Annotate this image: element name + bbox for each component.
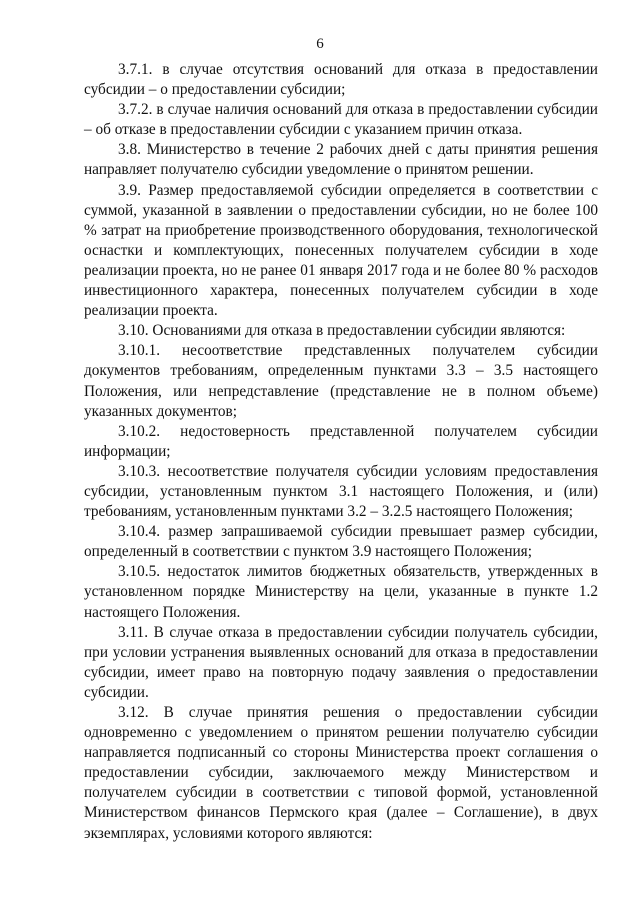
paragraph-3-10-5: 3.10.5. недостаток лимитов бюджетных обязательств, утвержденных в установленном порядке Министерству на цели, указанные в пункте 1.2 настоящего Положения.	[84, 563, 598, 621]
paragraph-3-7-1: 3.7.1. в случае отсутствия оснований для отказа в предоставлении субсидии – о предоставлении субсидии;	[84, 61, 598, 99]
paragraph-3-10-3: 3.10.3. несоответствие получателя субсидии условиям предоставления субсидии, установленным пунктом 3.1 настоящего Положения, и (или) требованиям, установленным пунктами 3.2 – 3.2.5 настоящего Положения;	[84, 462, 598, 521]
paragraph-3-10: 3.10. Основаниями для отказа в предоставлении субсидии являются:	[118, 322, 566, 340]
paragraph-3-10-1: 3.10.1. несоответствие представленных получателем субсидии документов требованиям, определенным пунктами 3.3 – 3.5 настоящего Положения, или непредставление (представление не в полном объеме) указанных документов;	[84, 342, 598, 420]
paragraph-3-8: 3.8. Министерство в течение 2 рабочих дней с даты принятия решения направляет получателю субсидии уведомление о принятом решении.	[84, 141, 598, 179]
paragraph-3-12: 3.12. В случае принятия решения о предоставлении субсидии одновременно с уведомлением о принятом решении получателю субсидии направляется подписанный со стороны Министерства проект соглашения о предоставлении субсидии, заключаемого между Министерством и получателем субсидии в соответствии с типовой формой, установленной Министерством финансов Пермского края (далее – Соглашение), в двух экземплярах, условиями которого являются:	[84, 704, 598, 842]
paragraph-3-9: 3.9. Размер предоставляемой субсидии определяется в соответствии с суммой, указанной в заявлении о предоставлении субсидии, но не более 100 % затрат на приобретение производственного оборудования, технологической оснастки и комплектующих, понесенных получателем субсидии в ходе реализации проекта, но не ранее 01 января 2017 года и не более 80 % расходов инвестиционного характера, понесенных получателем субсидии в ходе реализации проекта.	[84, 181, 598, 320]
paragraph-3-10-2: 3.10.2. недостоверность представленной получателем субсидии информации;	[84, 422, 598, 460]
page-number: 6	[316, 36, 324, 52]
document-body	[84, 60, 598, 844]
paragraph-3-11: 3.11. В случае отказа в предоставлении субсидии получатель субсидии, при условии устранения выявленных оснований для отказа в предоставлении субсидии, имеет право на повторную подачу заявления о предоставлении субсидии.	[84, 623, 598, 701]
paragraph-3-7-2: 3.7.2. в случае наличия оснований для отказа в предоставлении субсидии – об отказе в предоставлении субсидии с указанием причин отказа.	[84, 101, 598, 139]
paragraph-3-10-4: 3.10.4. размер запрашиваемой субсидии превышает размер субсидии, определенный в соответствии с пунктом 3.9 настоящего Положения;	[84, 523, 598, 561]
